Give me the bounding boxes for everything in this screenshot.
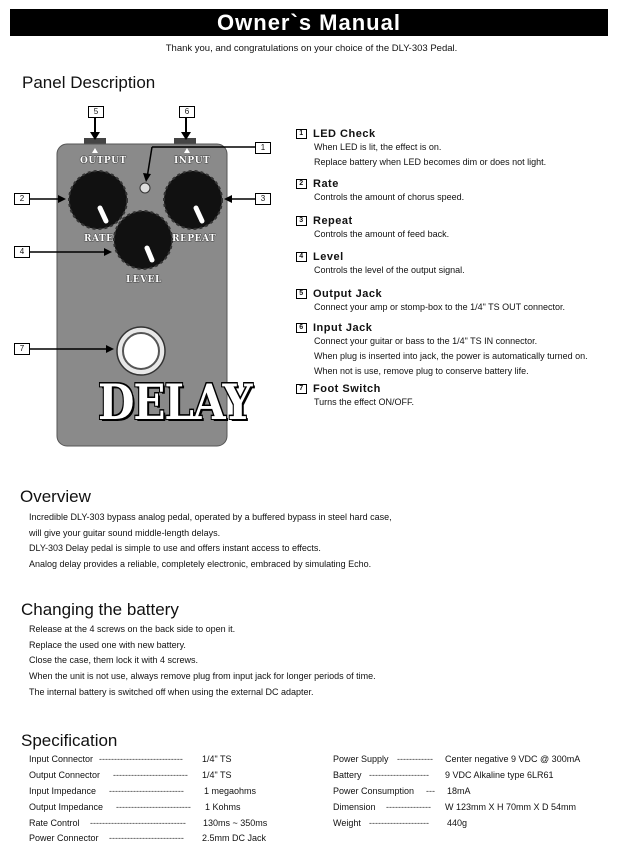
spec-dashes: -------------------------------- xyxy=(90,818,186,828)
rate-label: RATE xyxy=(84,234,114,244)
spec-dashes: -------------------- xyxy=(369,770,429,780)
feature-desc: When LED is lit, the effect is on. xyxy=(314,142,442,152)
spec-row xyxy=(333,770,613,782)
input-label: INPUT xyxy=(174,156,211,166)
delay-logo: DELAY xyxy=(98,374,252,431)
feature-number: 6 xyxy=(296,323,307,333)
spec-label: Battery xyxy=(333,770,362,780)
feature-number: 1 xyxy=(296,129,307,139)
feature-desc: Controls the level of the output signal. xyxy=(314,265,465,275)
feature-number: 5 xyxy=(296,289,307,299)
spec-dashes: ------------------------- xyxy=(113,770,188,780)
feature-desc: Connect your guitar or bass to the 1/4" TS IN connector. xyxy=(314,336,538,346)
spec-dashes: ------------------------- xyxy=(109,786,184,796)
feature-desc: Turns the effect ON/OFF. xyxy=(314,397,415,407)
feature-desc: Connect your amp or stomp-box to the 1/4" TS OUT connector. xyxy=(314,302,565,312)
spec-row xyxy=(333,818,613,830)
spec-label: Power Supply xyxy=(333,754,389,764)
overview-line: Analog delay provides a reliable, completely electronic, embraced by simulating Echo. xyxy=(29,558,372,569)
spec-value: 440g xyxy=(447,818,468,828)
spec-label: Rate Control xyxy=(29,818,80,828)
feature-title: Repeat xyxy=(313,215,353,227)
spec-label: Power Connector xyxy=(29,833,99,843)
spec-dashes: --- xyxy=(426,786,435,796)
spec-label: Dimension xyxy=(333,802,376,812)
callout-4: 4 xyxy=(14,246,30,258)
battery-body xyxy=(29,622,376,701)
spec-label: Output Impedance xyxy=(29,802,104,812)
callout-1: 1 xyxy=(255,142,271,154)
battery-line: The internal battery is switched off when using the external DC adapter. xyxy=(29,686,314,697)
spec-value: Center negative 9 VDC @ 300mA xyxy=(445,754,581,764)
feature-input-jack xyxy=(296,322,588,379)
feature-title: Rate xyxy=(313,178,339,190)
callout-7: 7 xyxy=(14,343,30,355)
overview-line: DLY-303 Delay pedal is simple to use and offers instant access to effects. xyxy=(29,543,321,553)
overview-heading: Overview xyxy=(20,487,91,506)
spec-row xyxy=(29,754,299,766)
spec-row xyxy=(29,833,299,845)
spec-row xyxy=(333,802,613,814)
feature-desc: When plug is inserted into jack, the power is automatically turned on. xyxy=(314,351,588,361)
feature-title: LED Check xyxy=(313,128,376,140)
feature-level xyxy=(296,251,465,278)
feature-desc: When not is use, remove plug to conserve battery life. xyxy=(314,366,529,376)
spec-dashes: ------------ xyxy=(397,754,433,764)
spec-label: Output Connector xyxy=(29,770,101,780)
spec-row xyxy=(29,770,299,782)
specification-heading: Specification xyxy=(21,731,118,750)
spec-value: 130ms ~ 350ms xyxy=(203,818,268,828)
repeat-label: REPEAT xyxy=(172,234,217,244)
spec-value: 18mA xyxy=(447,786,471,796)
callout-5: 5 xyxy=(88,106,104,118)
overview-line: will give your guitar sound middle-length delays. xyxy=(29,527,221,538)
spec-row xyxy=(333,786,613,798)
spec-row xyxy=(29,818,299,830)
manual-title: Owner`s Manual xyxy=(10,9,608,36)
spec-value: 2.5mm DC Jack xyxy=(202,833,267,843)
battery-line: Close the case, them lock it with 4 screws. xyxy=(29,655,199,666)
spec-value: 1/4" TS xyxy=(202,770,232,780)
spec-dashes: --------------- xyxy=(386,802,431,812)
led-indicator xyxy=(140,183,150,193)
repeat-knob[interactable] xyxy=(164,171,222,229)
feature-rate xyxy=(296,178,464,205)
feature-number: 2 xyxy=(296,179,307,189)
callout-2: 2 xyxy=(14,193,30,205)
overview-line: Incredible DLY-303 bypass analog pedal, operated by a buffered bypass in steel hard case, xyxy=(29,512,392,522)
spec-dashes: ---------------------------- xyxy=(99,754,183,764)
level-knob[interactable] xyxy=(114,211,172,269)
feature-desc: Controls the amount of feed back. xyxy=(314,229,450,239)
spec-label: Input Connector xyxy=(29,754,94,764)
feature-foot-switch xyxy=(296,383,414,410)
battery-line: Release at the 4 screws on the back side to open it. xyxy=(29,624,236,634)
overview-body xyxy=(29,510,392,572)
foot-switch[interactable] xyxy=(117,327,165,375)
spec-dashes: ------------------------- xyxy=(116,802,191,812)
battery-line: When the unit is not use, always remove plug from input jack for longer periods of time. xyxy=(29,671,376,682)
rate-knob[interactable] xyxy=(69,171,127,229)
feature-title: Level xyxy=(313,251,344,263)
feature-desc: Controls the amount of chorus speed. xyxy=(314,192,465,202)
feature-title: Foot Switch xyxy=(313,383,381,395)
spec-value: 1/4" TS xyxy=(202,754,232,764)
feature-number: 7 xyxy=(296,384,307,394)
feature-output-jack xyxy=(296,288,565,315)
spec-value: 1 megaohms xyxy=(204,786,257,796)
spec-value: 9 VDC Alkaline type 6LR61 xyxy=(445,770,554,780)
spec-dashes: -------------------- xyxy=(369,818,429,828)
level-label: LEVEL xyxy=(126,275,162,285)
feature-repeat xyxy=(296,215,449,242)
output-label: OUTPUT xyxy=(80,156,127,166)
feature-desc: Replace battery when LED becomes dim or does not light. xyxy=(314,157,547,167)
feature-number: 4 xyxy=(296,252,307,262)
feature-led-check xyxy=(296,128,546,170)
spec-row xyxy=(29,786,299,798)
spec-value: 1 Kohms xyxy=(205,802,241,812)
callout-3: 3 xyxy=(255,193,271,205)
callout-6: 6 xyxy=(179,106,195,118)
spec-value: W 123mm X H 70mm X D 54mm xyxy=(445,802,577,812)
spec-label: Power Consumption xyxy=(333,786,415,796)
panel-description-heading: Panel Description xyxy=(22,73,156,92)
feature-title: Input Jack xyxy=(313,322,373,334)
feature-title: Output Jack xyxy=(313,288,383,300)
feature-number: 3 xyxy=(296,216,307,226)
spec-row xyxy=(29,802,299,814)
spec-label: Weight xyxy=(333,818,361,828)
battery-heading: Changing the battery xyxy=(21,600,179,619)
spec-label: Input Impedance xyxy=(29,786,97,796)
intro-text: Thank you, and congratulations on your choice of the DLY-303 Pedal. xyxy=(165,43,458,54)
battery-line: Replace the used one with new battery. xyxy=(29,639,186,650)
spec-dashes: ------------------------- xyxy=(109,833,184,843)
spec-row xyxy=(333,754,613,766)
